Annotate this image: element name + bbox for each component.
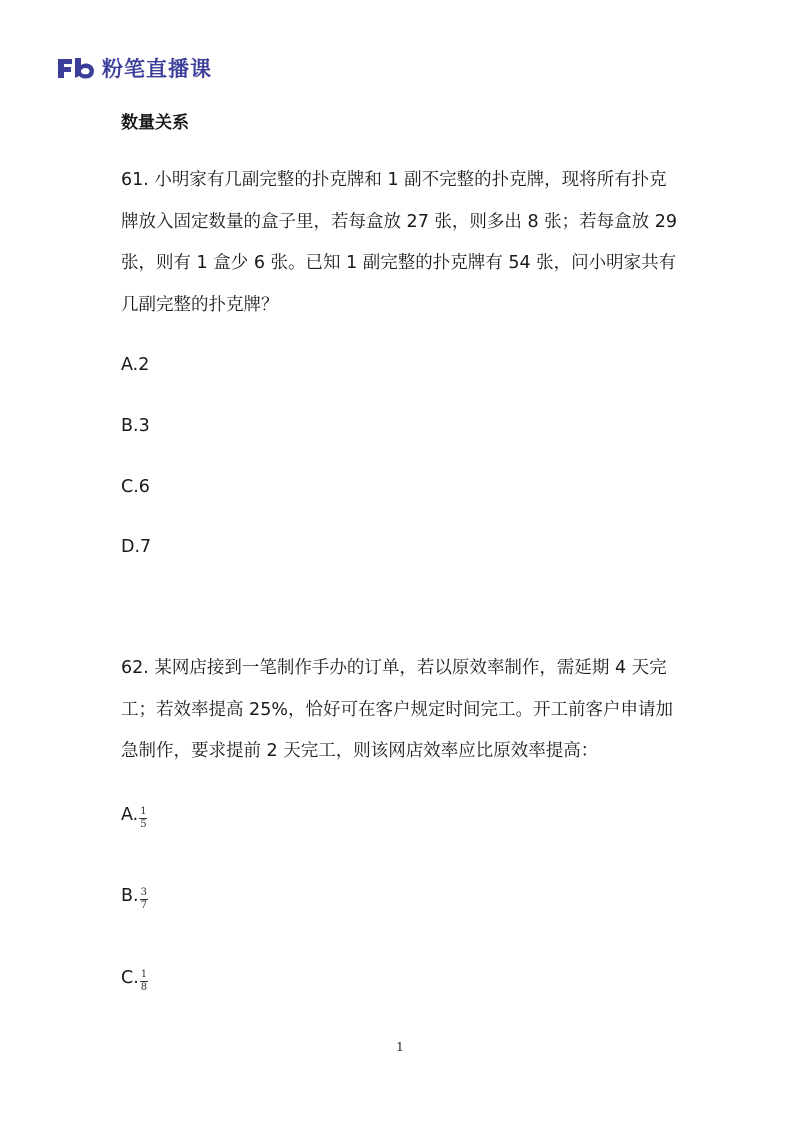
question-line: 几副完整的扑克牌？	[121, 294, 279, 315]
fraction	[140, 888, 148, 911]
fraction-numerator: 1	[140, 806, 147, 817]
option-label: C.	[121, 968, 139, 988]
question-line: 牌放入固定数量的盒子里，若每盒放 27 张，则多出 8 张；若每盒放 29	[121, 211, 677, 232]
question-line: 62. 某网店接到一笔制作手办的订单，若以原效率制作，需延期 4 天完	[121, 658, 667, 678]
fraction-numerator: 3	[140, 887, 147, 898]
option-label: A.	[121, 805, 139, 825]
question-line: 61. 小明家有几副完整的扑克牌和 1 副不完整的扑克牌，现将所有扑克	[121, 170, 667, 190]
question-line: 张，则有 1 盒少 6 张。已知 1 副完整的扑克牌有 54 张，问小明家共有	[121, 253, 677, 273]
option-label: B.	[121, 886, 139, 906]
question-62-text	[121, 648, 701, 773]
question-61-option-d: D.7	[121, 537, 152, 557]
page-number: 1	[396, 1040, 404, 1054]
fraction-denominator: 8	[140, 982, 148, 993]
question-62-option-b	[121, 886, 148, 911]
brand-name: 粉笔直播课	[102, 57, 212, 81]
fb-logo-icon	[56, 56, 96, 80]
fraction-denominator: 7	[140, 900, 147, 911]
section-title: 数量关系	[121, 113, 189, 133]
question-62-option-a	[121, 805, 148, 830]
question-line: 急制作，要求提前 2 天完工，则该网店效率应比原效率提高：	[121, 741, 599, 761]
fraction	[140, 970, 148, 993]
question-61-text	[121, 160, 701, 326]
question-line: 工；若效率提高 25%，恰好可在客户规定时间完工。开工前客户申请加	[121, 699, 673, 720]
question-61-option-b: B.3	[121, 416, 150, 436]
brand-logo	[56, 52, 212, 84]
fraction-numerator: 1	[140, 969, 148, 980]
fraction	[139, 807, 147, 830]
question-61-option-c: C.6	[121, 477, 150, 497]
fraction-denominator: 5	[140, 819, 147, 830]
question-62-option-c	[121, 968, 148, 993]
question-61-option-a: A.2	[121, 355, 150, 375]
